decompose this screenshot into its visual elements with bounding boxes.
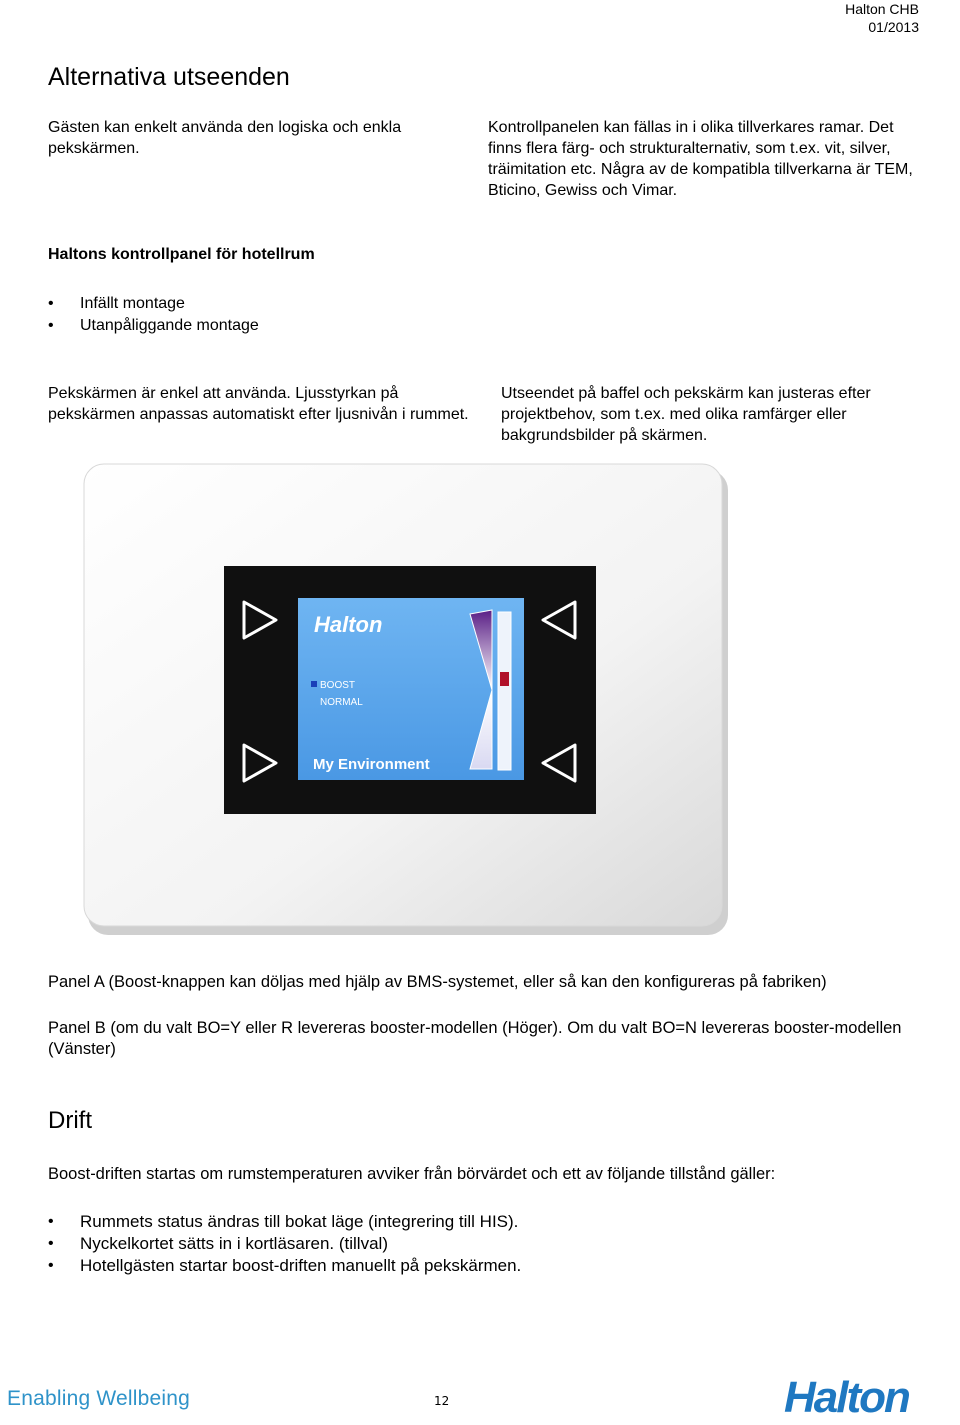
document-date: 01/2013 bbox=[868, 19, 919, 35]
drift-heading: Drift bbox=[48, 1107, 92, 1134]
page-number: 12 bbox=[434, 1394, 450, 1408]
fan-level-marker[interactable] bbox=[500, 672, 509, 686]
drift-conditions-list bbox=[48, 1211, 521, 1277]
page-title: Alternativa utseenden bbox=[48, 63, 290, 91]
screen-brand: Halton bbox=[314, 612, 383, 637]
drift-text: Boost-driften startas om rumstemperaturen avviker från börvärdet och ett av följande tillstånd gäller: bbox=[48, 1165, 776, 1183]
document-header bbox=[845, 0, 919, 36]
boost-indicator bbox=[311, 681, 317, 687]
screen-boost-label[interactable]: BOOST bbox=[320, 680, 356, 691]
touch-left-text: Pekskärmen är enkel att använda. Ljusstyrkan på pekskärmen anpassas automatiskt efter ljusnivån i rummet. bbox=[48, 385, 469, 423]
panel-b-text: Panel B (om du valt BO=Y eller R levereras booster-modellen (Höger). Om du valt BO=N levereras booster-modellen (Vänster) bbox=[48, 1019, 902, 1058]
list-item: • Rummets status ändras till bokat läge (integrering till HIS). bbox=[48, 1211, 521, 1233]
footer-slogan: Enabling Wellbeing bbox=[7, 1387, 191, 1410]
mount-options-list bbox=[48, 293, 259, 337]
intro-left-text: Gästen kan enkelt använda den logiska och enkla pekskärmen. bbox=[48, 119, 402, 157]
panel-a-text: Panel A (Boost-knappen kan döljas med hjälp av BMS-systemet, eller så kan den konfigureras på fabriken) bbox=[48, 973, 827, 991]
list-item: • Nyckelkortet sätts in i kortläsaren. (tillval) bbox=[48, 1233, 521, 1255]
halton-logo bbox=[782, 1374, 960, 1418]
panel-heading: Haltons kontrollpanel för hotellrum bbox=[48, 246, 315, 263]
intro-right-text: Kontrollpanelen kan fällas in i olika tillverkares ramar. Det finns flera färg- och strukturalternativ, som t.ex. vit, silver, träimitation etc. Några av de kompatibla tillverkarna är TEM, Bticino, Gewiss och Vimar. bbox=[488, 119, 913, 199]
screen-normal-label[interactable]: NORMAL bbox=[320, 697, 363, 708]
list-item: • Utanpåliggande montage bbox=[48, 315, 259, 337]
list-item: • Hotellgästen startar boost-driften manuellt på pekskärmen. bbox=[48, 1255, 521, 1277]
list-item: • Infällt montage bbox=[48, 293, 259, 315]
control-panel-image bbox=[82, 462, 732, 937]
fan-level-track[interactable] bbox=[498, 612, 511, 770]
touch-right-text: Utseendet på baffel och pekskärm kan justeras efter projektbehov, som t.ex. med olika ramfärger eller bakgrundsbilder på skärmen. bbox=[501, 385, 871, 444]
svg-text:Halton: Halton bbox=[784, 1374, 909, 1418]
screen-footer-label: My Environment bbox=[313, 756, 430, 773]
document-code: Halton CHB bbox=[845, 1, 919, 17]
